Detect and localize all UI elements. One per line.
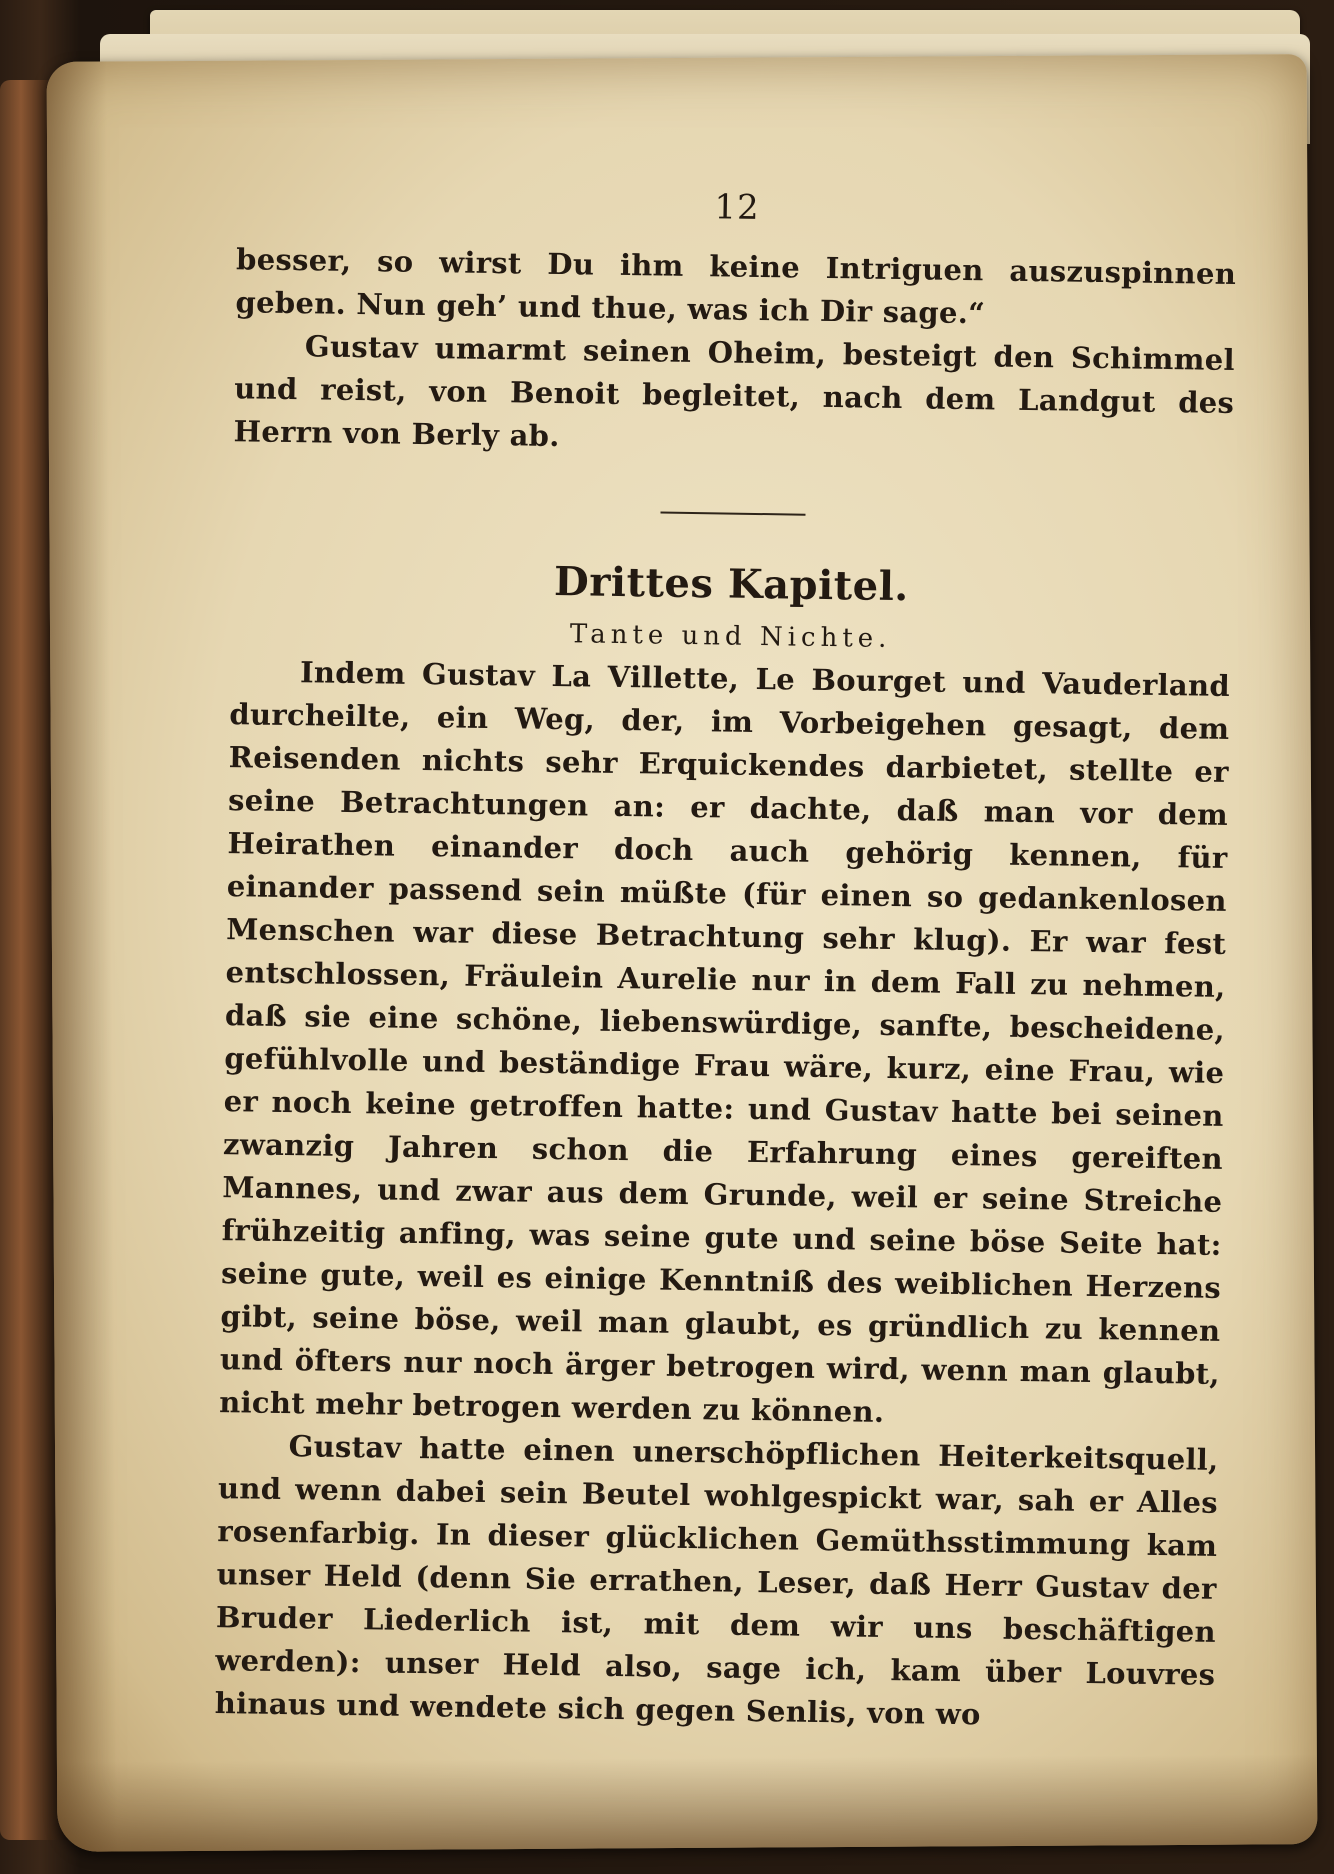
- paragraph: Indem Gustav La Villette, Le Bourget und Vauderland durcheilte, ein Weg, der, im Vorbeigehen gesagt, dem Reisenden nichts sehr Erquickendes darbietet, stellte er seine Betrachtungen an: er dachte, daß man vor dem Heirathen einander doch auch gehörig kennen, für einander passend sein müßte (für einen so gedankenlosen Menschen war diese Betrachtung sehr klug). Er war fest entschlossen, Fräulein Aurelie nur in dem Fall zu nehmen, daß sie eine schöne, liebenswürdige, sanfte, bescheidene, gefühlvolle und beständige Frau wäre, kurz, eine Frau, wie er noch keine getroffen hatte: und Gustav hatte bei seinen zwanzig Jahren schon die Erfahrung eines gereiften Mannes, und zwar aus dem Grunde, weil er seine Streiche frühzeitig anfing, was seine gute und seine böse Seite hat: seine gute, weil es einige Kenntniß des weiblichen Herzens gibt, seine böse, weil man glaubt, es gründlich zu kennen und öfters nur noch ärger betrogen wird, wenn man glaubt, nicht mehr betrogen werden zu können.: [219, 655, 1231, 1429]
- chapter-subtitle: Tante und Nichte.: [569, 619, 892, 654]
- paper-page: [47, 54, 1318, 1852]
- paragraph: Gustav hatte einen unerschöpflichen Heiterkeitsquell, und wenn dabei sein Beutel wohlgespickt war, sah er Alles rosenfarbig. In dieser glücklichen Gemüthsstimmung kam unser Held (denn Sie errathen, Leser, daß Herr Gustav der Bruder Liederlich ist, mit dem wir uns beschäftigen werden): unser Held also, sage ich, kam über Louvres hinaus und wendete sich gegen Senlis, von wo: [214, 1429, 1219, 1732]
- paragraph: Gustav umarmt seinen Oheim, besteigt den Schimmel und reist, von Benoit begleitet, nach dem Landgut des Herrn von Berly ab.: [233, 329, 1236, 454]
- page-number: 12: [714, 187, 760, 228]
- chapter-title: Drittes Kapitel.: [553, 557, 910, 611]
- section-divider: [660, 512, 805, 516]
- text-block: [214, 180, 1237, 1740]
- paragraph-continued: besser, so wirst Du ihm keine Intriguen auszuspinnen geben. Nun geh’ und thue, was ich Dir sage.“: [235, 242, 1237, 331]
